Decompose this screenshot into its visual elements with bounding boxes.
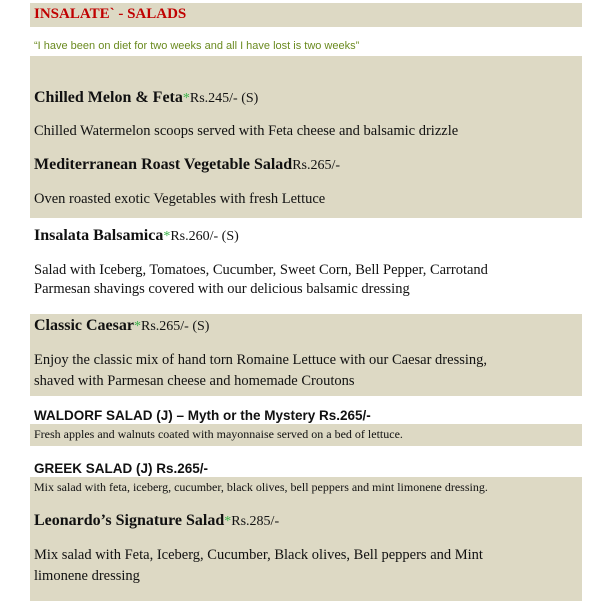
item-description-line-1: Enjoy the classic mix of hand torn Romaine Lettuce with our Caesar dressing, <box>34 352 488 368</box>
item-description: Oven roasted exotic Vegetables with fresh Lettuce <box>34 191 326 207</box>
menu-item-name: GREEK SALAD (J) Rs.265/- <box>34 461 209 476</box>
signature-star: * <box>163 229 171 244</box>
item-description: Chilled Watermelon scoops served with Feta cheese and balsamic drizzle <box>34 123 459 139</box>
item-description-line-1: Salad with Iceberg, Tomatoes, Cucumber, Sweet Corn, Bell Pepper, Carrotand <box>34 262 488 278</box>
menu-item-name <box>34 156 340 174</box>
item-name: Insalata Balsamica <box>34 227 164 244</box>
menu-item-name <box>34 512 279 530</box>
item-name: Chilled Melon & Feta <box>34 89 183 106</box>
item-description-line-2: Parmesan shavings covered with our delicious balsamic dressing <box>34 281 410 297</box>
item-price: Rs.265/- (S) <box>140 319 210 334</box>
item-price: Rs.265/- <box>292 158 341 173</box>
signature-star: * <box>133 319 141 334</box>
item-price: Rs.285/- <box>231 514 280 529</box>
item-price: Rs.260/- (S) <box>170 229 239 244</box>
item-name: Classic Caesar <box>34 317 134 334</box>
item-name: Mediterranean Roast Vegetable Salad <box>34 156 293 173</box>
menu-item-name <box>34 89 258 107</box>
signature-star: * <box>224 514 232 529</box>
item-name: Leonardo’s Signature Salad <box>34 512 225 529</box>
menu-item-name: WALDORF SALAD (J) – Myth or the Mystery Rs.265/- <box>34 408 371 423</box>
signature-star: * <box>182 91 190 106</box>
menu-item-name <box>34 227 239 245</box>
item-description: Fresh apples and walnuts coated with mayonnaise served on a bed of lettuce. <box>34 427 403 441</box>
item-description-line-2: limonene dressing <box>34 568 140 584</box>
item-price: Rs.245/- (S) <box>189 91 259 106</box>
item-description: Mix salad with feta, iceberg, cucumber, black olives, bell peppers and mint limonene dressing. <box>34 480 488 494</box>
item-description-line-2: shaved with Parmesan cheese and homemade Croutons <box>34 373 355 389</box>
header-quote: “I have been on diet for two weeks and all I have lost is two weeks” <box>34 40 360 52</box>
page-title: INSALATE` - SALADS <box>34 6 187 22</box>
menu-item-name <box>34 317 209 335</box>
item-description-line-1: Mix salad with Feta, Iceberg, Cucumber, Black olives, Bell peppers and Mint <box>34 547 483 563</box>
